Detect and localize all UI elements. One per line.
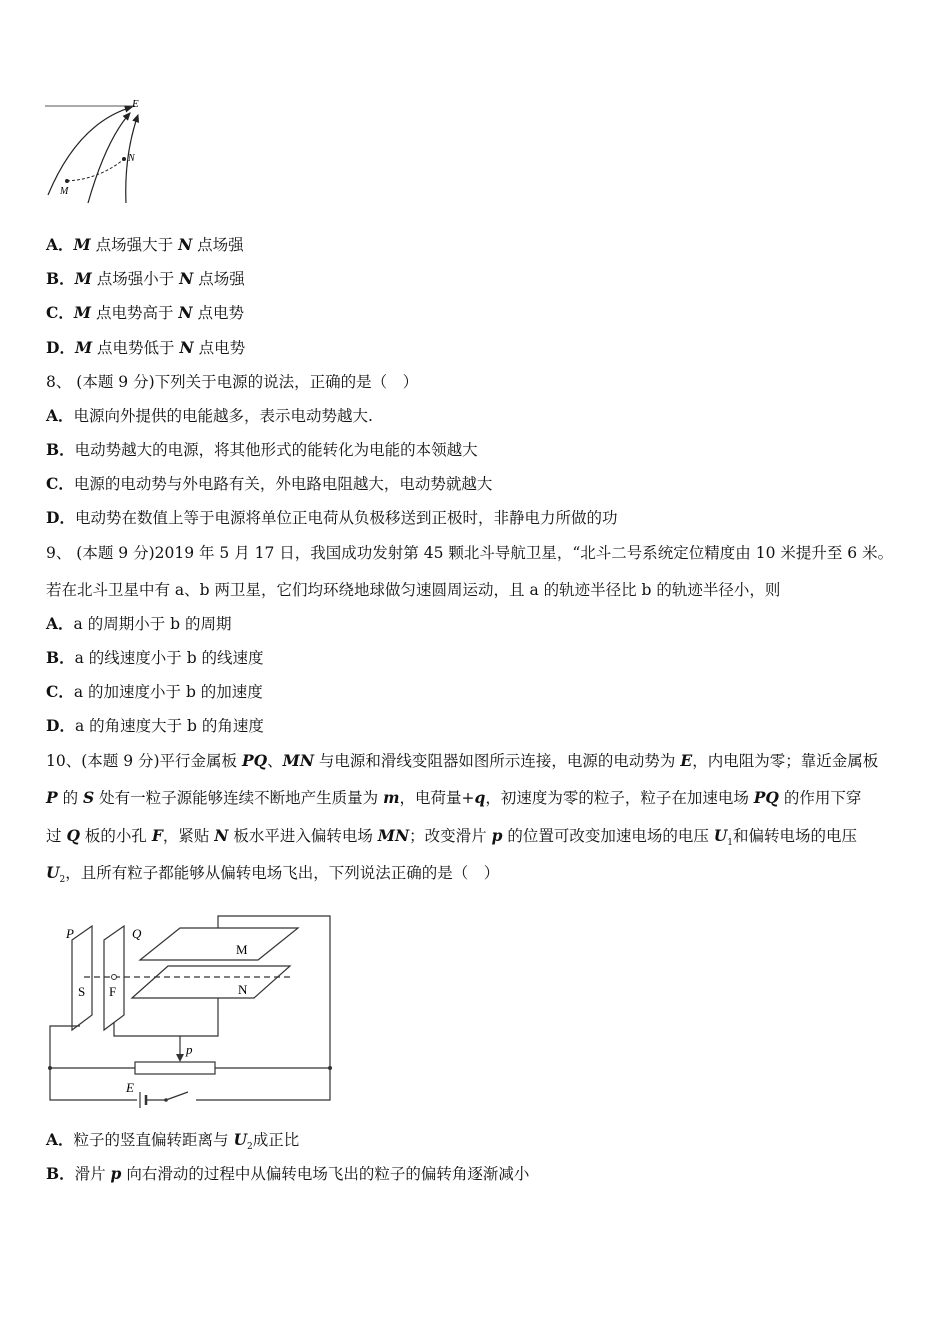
label-e: E [132,98,139,110]
node-left [48,1066,52,1070]
q7-option-c: C．M 点电势高于 N 点电势 [46,303,244,322]
label-f: F [109,984,117,999]
circuit-figure [40,910,340,1115]
q10-option-b: B．滑片 p 向右滑动的过程中从偏转电场飞出的粒子的偏转角逐渐减小 [46,1164,530,1183]
node-right [328,1066,332,1070]
wire-battery [50,1068,137,1100]
q10-line1: 10、(本题 9 分)平行金属板 PQ、MN 与电源和滑线变阻器如图所示连接，电源的电动势为 E，内电阻为零；靠近金属板 [46,751,879,770]
field-lines-figure [40,95,170,210]
q9-option-b: B．a 的线速度小于 b 的线速度 [46,648,264,667]
hole-f [112,975,117,980]
wire-switch-right [196,1068,330,1100]
q10-line2: P 的 S 处有一粒子源能够连续不断地产生质量为 m，电荷量+q，初速度为零的粒子，粒子在加速电场 PQ 的作用下穿 [46,788,862,807]
label-s: S [78,984,86,999]
q9-option-a: A．a 的周期小于 b 的周期 [46,614,232,633]
point-m [65,179,69,183]
label-p-plate: P [66,926,74,941]
switch-contact [164,1098,168,1102]
rheostat [135,1062,215,1074]
q9-header-line1: 9、 (本题 9 分)2019 年 5 月 17 日，我国成功发射第 45 颗北斗导航卫星，“北斗二号系统定位精度由 10 米提升至 6 米。 [46,544,894,562]
plate-n [132,966,290,998]
label-m: M [60,186,69,197]
q8-option-c: C．电源的电动势与外电路有关，外电路电阻越大，电动势就越大 [46,474,493,493]
q9-option-c: C．a 的加速度小于 b 的加速度 [46,682,263,701]
q9-option-d: D．a 的角速度大于 b 的角速度 [46,716,264,735]
plate-p [72,926,92,1030]
q7-option-d: D．M 点电势低于 N 点电势 [46,338,246,357]
q10-option-a: A．粒子的竖直偏转距离与 $U_2$成正比 [46,1130,300,1153]
q10-line3: 过 Q 板的小孔 F，紧贴 N 板水平进入偏转电场 MN；改变滑片 p 的位置可改变加速电场的电压 $U_1$和偏转电场的电压 [46,826,858,849]
q8-header: 8、 (本题 9 分)下列关于电源的说法，正确的是（ ） [46,373,419,391]
label-n-plate: N [238,982,248,997]
q10-line4: $U_2$，且所有粒子都能够从偏转电场飞出，下列说法正确的是（ ） [46,863,500,886]
field-line-1 [48,107,132,195]
label-e-battery: E [126,1080,134,1095]
wire-switch [166,1092,188,1100]
wire-m-top [218,916,330,1068]
q9-header-line2: 若在北斗卫星中有 a、b 两卫星，它们均环绕地球做匀速圆周运动，且 a 的轨迹半径比 b 的轨迹半径小，则 [46,581,781,599]
label-slider-p: p [186,1042,193,1057]
q7-option-a: A．M 点场强大于 N 点场强 [46,235,244,254]
q8-option-a: A．电源向外提供的电能越多，表示电动势越大. [46,406,373,425]
label-m-plate: M [236,942,248,957]
label-q-plate: Q [132,926,142,941]
q7-option-b: B．M 点场强小于 N 点场强 [46,269,245,288]
point-n [122,157,126,161]
slider-arrow [176,1054,184,1062]
wire-n [114,998,218,1036]
label-n: N [128,153,135,164]
wire-p [50,1026,135,1068]
q8-option-b: B．电动势越大的电源，将其他形式的能转化为电能的本领越大 [46,440,478,459]
plate-m [140,928,298,960]
q8-option-d: D．电动势在数值上等于电源将单位正电荷从负极移送到正极时，非静电力所做的功 [46,508,618,527]
